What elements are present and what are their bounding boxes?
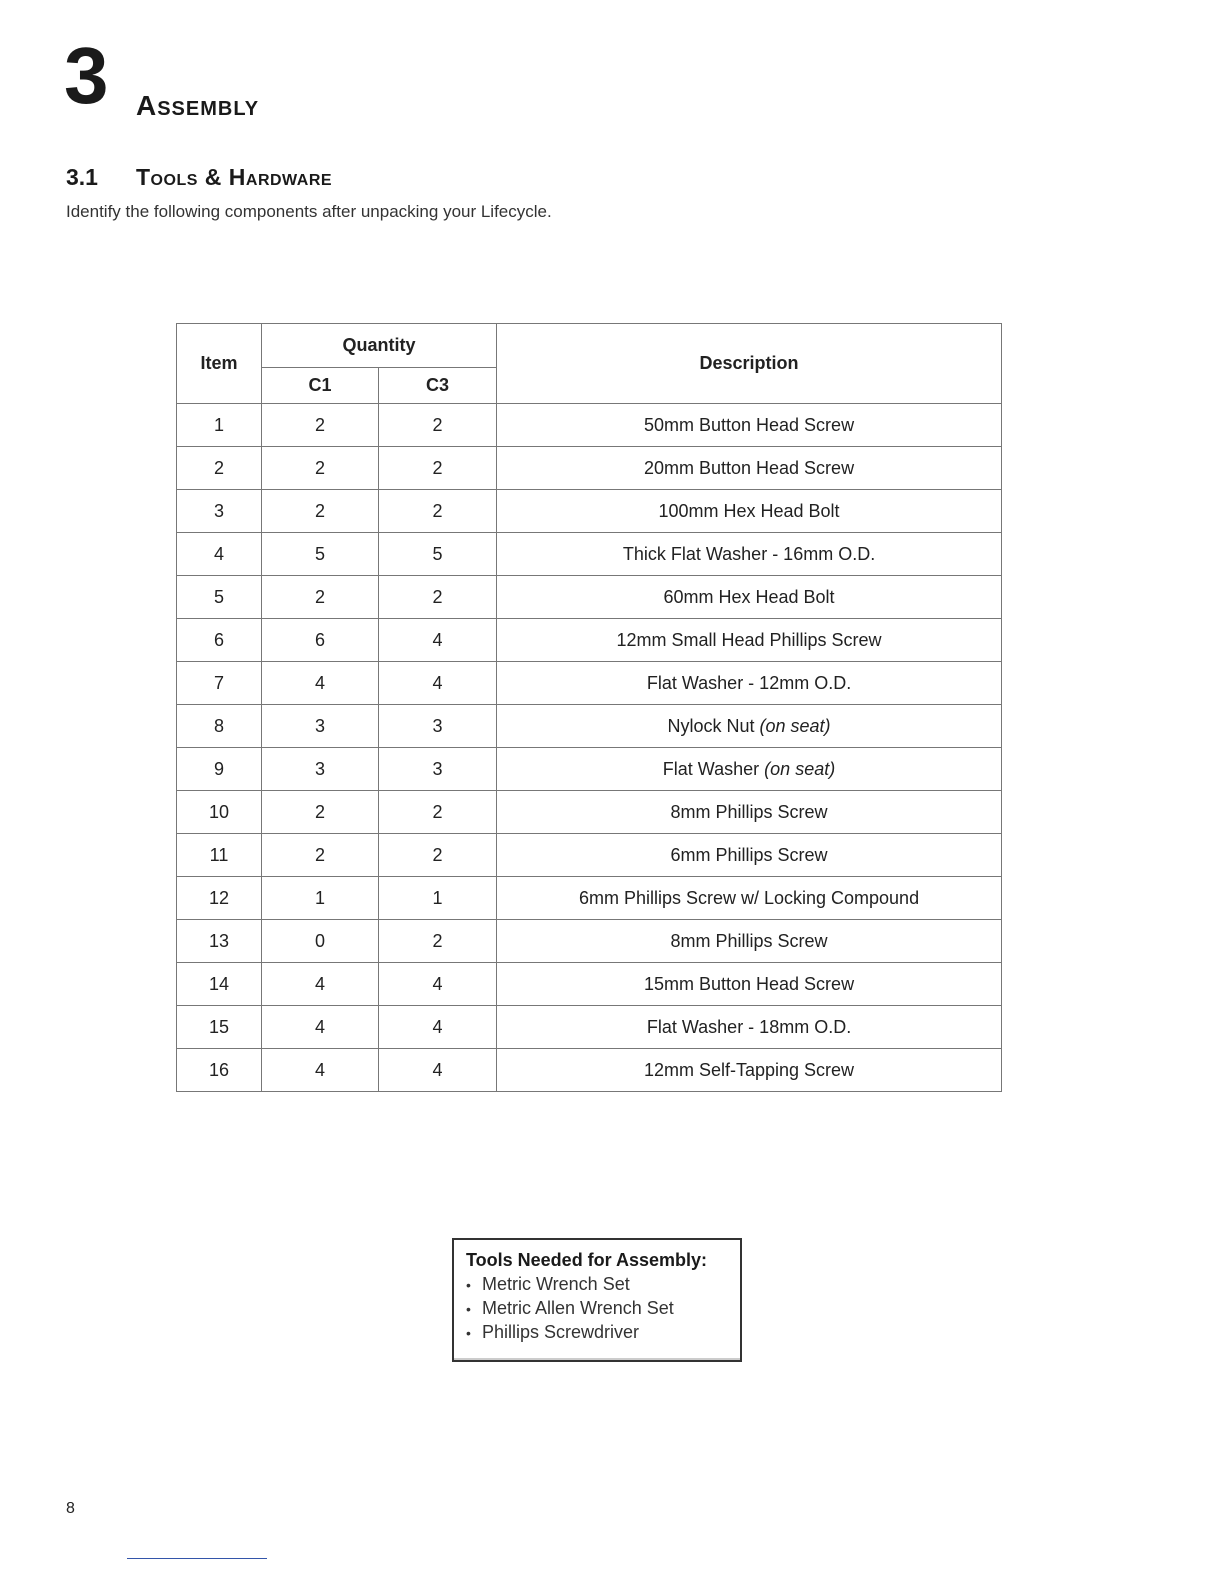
table-row [177, 447, 1002, 490]
list-item [466, 1273, 728, 1297]
cell-description [497, 447, 1002, 490]
cell-item: 8 [177, 705, 262, 748]
cell-item: 4 [177, 533, 262, 576]
description-note: (on seat) [764, 758, 836, 779]
description-text: Flat Washer - 12mm O.D. [646, 672, 852, 693]
page-number: 8 [66, 1500, 75, 1517]
description-note: (on seat) [759, 715, 831, 736]
description-text: 8mm Phillips Screw [670, 930, 828, 951]
section-title: Tools & Hardware [136, 164, 333, 190]
bullet-icon: • [466, 1325, 471, 1341]
bullet-icon: • [466, 1301, 471, 1317]
cell-c3: 2 [379, 834, 497, 877]
hardware-table [176, 323, 1002, 1092]
cell-description [497, 963, 1002, 1006]
cell-item: 13 [177, 920, 262, 963]
cell-c3: 4 [379, 662, 497, 705]
cell-c1: 4 [262, 1006, 379, 1049]
table-row [177, 662, 1002, 705]
cell-description [497, 705, 1002, 748]
table-row [177, 705, 1002, 748]
chapter-number: 3 [64, 31, 109, 120]
description-text: 20mm Button Head Screw [643, 457, 855, 478]
header-quantity: Quantity [262, 324, 497, 368]
cell-item: 7 [177, 662, 262, 705]
intro-text: Identify the following components after unpacking your Lifecycle. [66, 202, 552, 221]
cell-description [497, 1049, 1002, 1092]
cell-item: 11 [177, 834, 262, 877]
cell-item: 2 [177, 447, 262, 490]
cell-item: 6 [177, 619, 262, 662]
tools-title: Tools Needed for Assembly: [466, 1250, 708, 1270]
description-text: 8mm Phillips Screw [670, 801, 828, 822]
cell-c1: 3 [262, 705, 379, 748]
cell-c3: 4 [379, 1006, 497, 1049]
cell-description [497, 1006, 1002, 1049]
cell-c1: 2 [262, 490, 379, 533]
header-description: Description [497, 324, 1002, 404]
description-text: Flat Washer - 18mm O.D. [646, 1016, 852, 1037]
table-row [177, 1006, 1002, 1049]
table-row [177, 619, 1002, 662]
cell-c3: 2 [379, 404, 497, 447]
cell-item: 16 [177, 1049, 262, 1092]
cell-item: 12 [177, 877, 262, 920]
description-text: 12mm Small Head Phillips Screw [616, 629, 882, 650]
header-c1: C1 [262, 368, 379, 404]
cell-c1: 2 [262, 791, 379, 834]
table-row [177, 963, 1002, 1006]
cell-item: 9 [177, 748, 262, 791]
cell-item: 5 [177, 576, 262, 619]
table-row [177, 920, 1002, 963]
cell-description [497, 619, 1002, 662]
cell-c3: 4 [379, 963, 497, 1006]
cell-c1: 5 [262, 533, 379, 576]
cell-description [497, 834, 1002, 877]
cell-c1: 2 [262, 447, 379, 490]
footer-rule [127, 1558, 267, 1559]
cell-c3: 3 [379, 748, 497, 791]
cell-c1: 2 [262, 576, 379, 619]
description-text: 60mm Hex Head Bolt [663, 586, 835, 607]
cell-c3: 4 [379, 1049, 497, 1092]
list-item [466, 1297, 728, 1321]
cell-item: 15 [177, 1006, 262, 1049]
tool-name: Phillips Screwdriver [482, 1322, 640, 1342]
cell-description [497, 576, 1002, 619]
cell-c1: 4 [262, 1049, 379, 1092]
description-text: Flat Washer [662, 758, 760, 779]
table-row [177, 877, 1002, 920]
cell-description [497, 791, 1002, 834]
cell-c1: 0 [262, 920, 379, 963]
header-c3: C3 [379, 368, 497, 404]
cell-item: 1 [177, 404, 262, 447]
description-text: Nylock Nut [667, 715, 755, 736]
cell-c1: 1 [262, 877, 379, 920]
tool-name: Metric Wrench Set [482, 1274, 630, 1294]
cell-description [497, 490, 1002, 533]
cell-item: 14 [177, 963, 262, 1006]
table-row [177, 490, 1002, 533]
cell-c1: 2 [262, 404, 379, 447]
tools-needed-box [452, 1238, 742, 1362]
cell-c3: 4 [379, 619, 497, 662]
description-text: 50mm Button Head Screw [643, 414, 855, 435]
cell-description [497, 404, 1002, 447]
cell-c1: 4 [262, 963, 379, 1006]
cell-c3: 2 [379, 920, 497, 963]
cell-description [497, 920, 1002, 963]
cell-description [497, 533, 1002, 576]
list-item [466, 1321, 728, 1345]
description-text: Thick Flat Washer - 16mm O.D. [622, 543, 876, 564]
cell-c3: 5 [379, 533, 497, 576]
cell-c3: 2 [379, 490, 497, 533]
bullet-icon: • [466, 1277, 471, 1293]
section-heading [66, 166, 332, 189]
table-row [177, 404, 1002, 447]
cell-c3: 3 [379, 705, 497, 748]
cell-c3: 1 [379, 877, 497, 920]
table-row [177, 748, 1002, 791]
hardware-table-body [177, 404, 1002, 1092]
chapter-title: Assembly [136, 90, 260, 121]
tool-name: Metric Allen Wrench Set [482, 1298, 674, 1318]
description-text: 15mm Button Head Screw [643, 973, 855, 994]
description-text: 100mm Hex Head Bolt [658, 500, 840, 521]
description-text: 12mm Self-Tapping Screw [643, 1059, 855, 1080]
cell-description [497, 877, 1002, 920]
table-row [177, 533, 1002, 576]
cell-c3: 2 [379, 447, 497, 490]
table-row [177, 791, 1002, 834]
table-row [177, 834, 1002, 877]
description-text: 6mm Phillips Screw [670, 844, 828, 865]
cell-c1: 4 [262, 662, 379, 705]
cell-description [497, 662, 1002, 705]
cell-c1: 2 [262, 834, 379, 877]
cell-c1: 3 [262, 748, 379, 791]
section-number: 3.1 [66, 164, 98, 190]
cell-c1: 6 [262, 619, 379, 662]
tools-list [466, 1273, 728, 1345]
cell-description [497, 748, 1002, 791]
table-row [177, 576, 1002, 619]
cell-item: 10 [177, 791, 262, 834]
table-row [177, 1049, 1002, 1092]
header-item: Item [177, 324, 262, 404]
cell-c3: 2 [379, 576, 497, 619]
cell-item: 3 [177, 490, 262, 533]
cell-c3: 2 [379, 791, 497, 834]
description-text: 6mm Phillips Screw w/ Locking Compound [578, 887, 920, 908]
